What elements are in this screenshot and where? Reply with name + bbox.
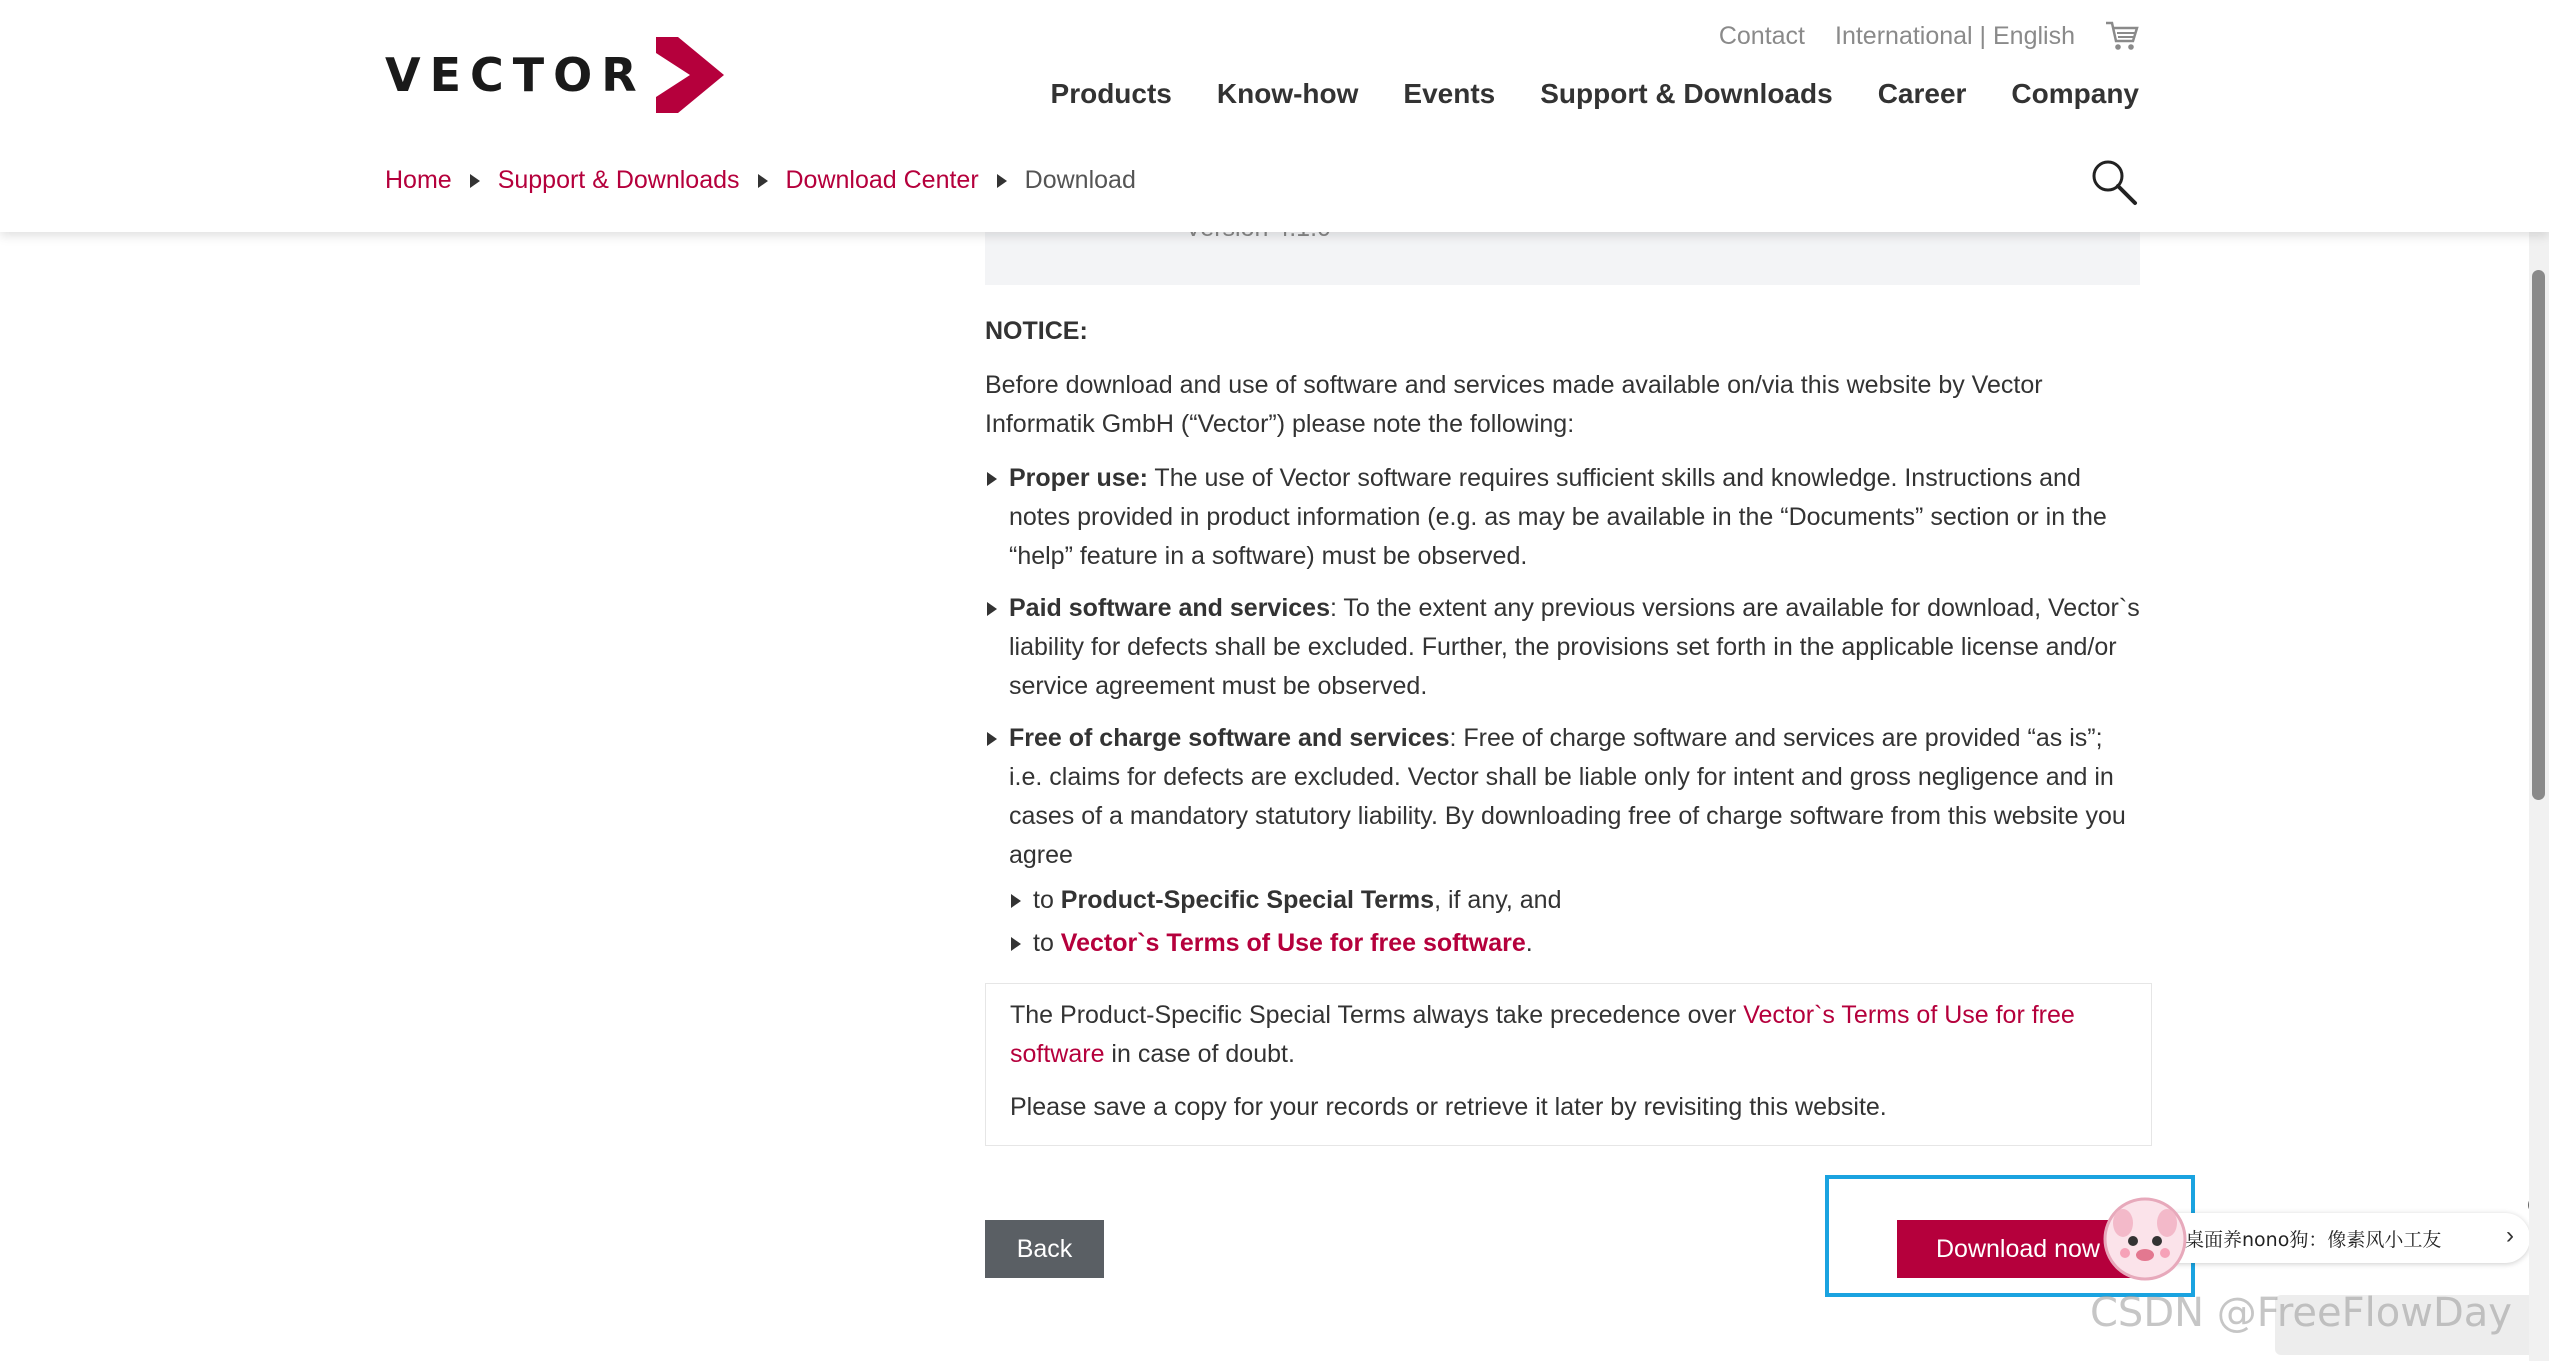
- breadcrumb-download-center[interactable]: Download Center: [785, 166, 979, 194]
- free-label: Free of charge software and services: [1009, 724, 1450, 752]
- nav-career[interactable]: Career: [1877, 78, 1967, 109]
- breadcrumb-separator-icon: [997, 174, 1007, 188]
- paid-label: Paid software and services: [1009, 594, 1330, 622]
- list-item: [985, 459, 2140, 576]
- save-copy-text: Please save a copy for your records or retrieve it later by revisiting this website.: [1010, 1093, 1887, 1121]
- vector-logo[interactable]: [385, 35, 724, 115]
- precedence-text: [1010, 996, 2139, 1074]
- nav-products[interactable]: Products: [1050, 78, 1172, 109]
- terms-of-use-link[interactable]: Vector`s Terms of Use for free software: [1060, 929, 1526, 957]
- language-selector[interactable]: International | English: [1835, 21, 2075, 50]
- nav-company[interactable]: Company: [2011, 78, 2139, 109]
- sub2-prefix: to: [1033, 929, 1061, 957]
- bullet-triangle-icon: [1011, 937, 1021, 951]
- bullet-triangle-icon: [987, 732, 997, 746]
- logo-arrow-icon: [656, 37, 724, 113]
- back-button[interactable]: Back: [985, 1220, 1104, 1278]
- list-item: [985, 589, 2140, 706]
- chevron-right-icon[interactable]: ›: [2506, 1222, 2514, 1249]
- list-item: [985, 719, 2140, 963]
- watermark-text: CSDN @FreeFlowDay: [2090, 1290, 2512, 1336]
- bullet-triangle-icon: [1011, 894, 1021, 908]
- download-now-button[interactable]: Download now: [1897, 1220, 2139, 1278]
- scrollbar-thumb[interactable]: [2532, 270, 2545, 800]
- notice-title: NOTICE:: [985, 317, 1088, 345]
- breadcrumb-separator-icon: [758, 174, 768, 188]
- main-nav: [1006, 78, 2139, 110]
- terms-of-use-inline-link[interactable]: Vector`s Terms of Use for free software: [1010, 1001, 2075, 1068]
- cart-icon[interactable]: [2105, 20, 2139, 52]
- paid-text: : To the extent any previous versions are available for download, Vector`s liability for defects shall be excluded. Further, the provisions set forth in the applicable license and/or service agreement must be observed.: [1009, 594, 2140, 700]
- precedence-suffix: in case of doubt.: [1104, 1040, 1295, 1068]
- bullet-triangle-icon: [987, 602, 997, 616]
- notice-section: [985, 312, 2140, 976]
- breadcrumb-separator-icon: [470, 174, 480, 188]
- bullet-triangle-icon: [987, 472, 997, 486]
- precedence-info-box: [985, 983, 2152, 1146]
- nav-events[interactable]: Events: [1403, 78, 1496, 109]
- top-links: [1689, 20, 2139, 52]
- pet-avatar-icon[interactable]: [2103, 1197, 2187, 1281]
- breadcrumb-current: Download: [1024, 166, 1136, 194]
- sub1-suffix: , if any, and: [1434, 886, 1562, 914]
- nav-support-downloads[interactable]: Support & Downloads: [1540, 78, 1833, 109]
- search-icon[interactable]: [2090, 158, 2138, 206]
- list-item: [1009, 924, 2140, 963]
- breadcrumb: [385, 166, 1136, 195]
- contact-link[interactable]: Contact: [1718, 21, 1806, 50]
- breadcrumb-home[interactable]: Home: [385, 166, 452, 194]
- proper-use-label: Proper use:: [1009, 464, 1148, 492]
- nav-know-how[interactable]: Know-how: [1216, 78, 1359, 109]
- free-text: : Free of charge software and services are provided “as is”; i.e. claims for defects are excluded. Vector shall be liable only for intent and gross negligence and in cases of a mandatory statutory liability. By downloading free of charge software from this website you agree: [1009, 724, 2126, 869]
- breadcrumb-support-downloads[interactable]: Support & Downloads: [497, 166, 740, 194]
- site-header: [0, 0, 2549, 232]
- widget-text: 桌面养nono狗：像素风小工友: [2185, 1228, 2442, 1251]
- sub1-prefix: to: [1033, 886, 1061, 914]
- special-terms-bold: Product-Specific Special Terms: [1060, 886, 1435, 914]
- logo-text: VECTOR: [385, 48, 646, 102]
- precedence-prefix: The Product-Specific Special Terms always take precedence over: [1010, 1001, 1744, 1029]
- proper-use-text: The use of Vector software requires sufficient skills and knowledge. Instructions and notes provided in product information (e.g. as may be available in the “Documents” section or in the “help” feature in a software) must be observed.: [1009, 464, 2107, 570]
- notice-intro: Before download and use of software and services made available on/via this website by Vector Informatik GmbH (“Vector”) please note the following:: [985, 371, 2043, 438]
- list-item: [1009, 881, 2140, 920]
- free-sub-list: [1009, 881, 2140, 963]
- notice-list: [985, 459, 2140, 963]
- sub2-suffix: .: [1525, 929, 1533, 957]
